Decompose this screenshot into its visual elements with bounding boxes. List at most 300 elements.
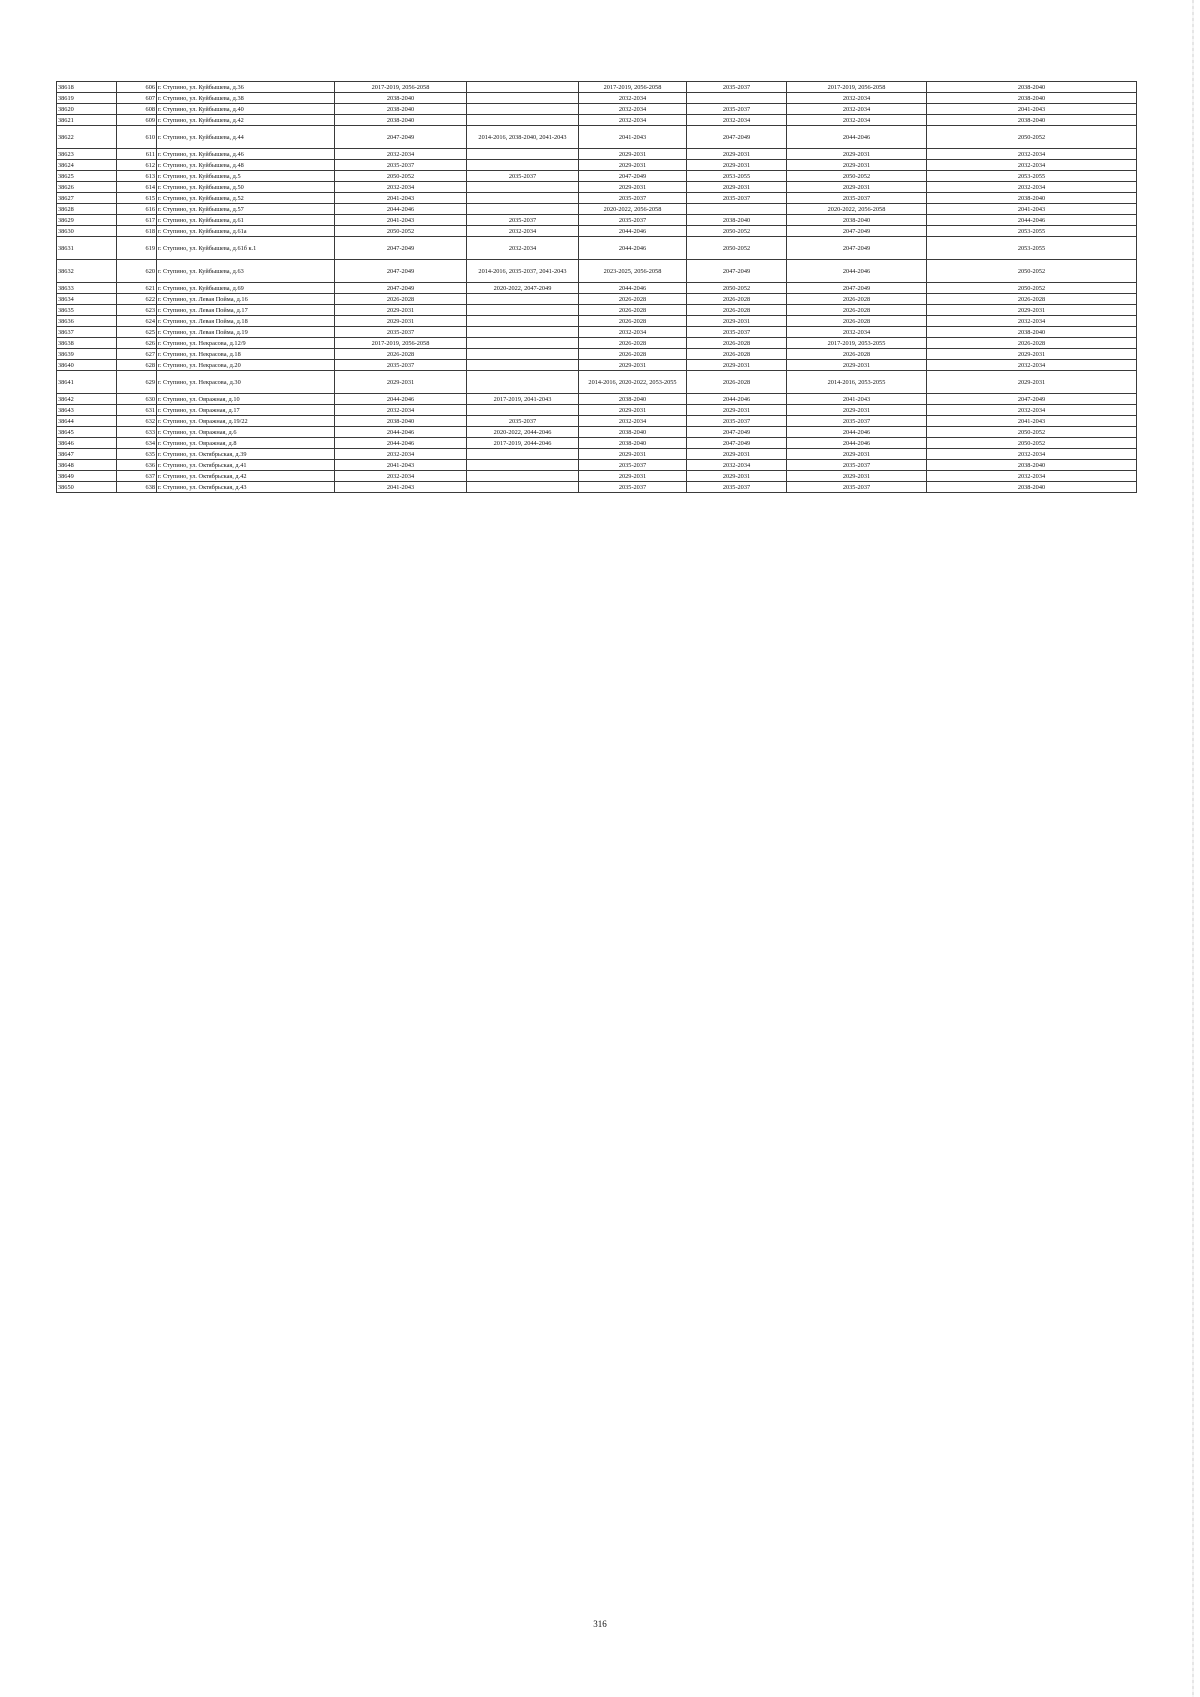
years-cell-1: 2038-2040 [335,104,467,115]
years-cell-5: 2026-2028 [787,305,927,316]
address-cell: г. Ступино, ул. Куйбышева, д.57 [157,204,335,215]
row-number-cell: 607 [117,93,157,104]
table-row [57,193,1137,204]
years-cell-5: 2026-2028 [787,294,927,305]
years-cell-6: 2026-2028 [927,294,1137,305]
years-cell-1: 2050-2052 [335,226,467,237]
address-cell: г. Ступино, ул. Левая Пойма, д.18 [157,316,335,327]
years-cell-6: 2050-2052 [927,260,1137,283]
years-cell-4: 2029-2031 [687,160,787,171]
years-cell-5: 2032-2034 [787,115,927,126]
years-cell-5: 2044-2046 [787,126,927,149]
address-cell: г. Ступино, ул. Куйбышева, д.44 [157,126,335,149]
years-cell-6: 2029-2031 [927,349,1137,360]
years-cell-4: 2047-2049 [687,438,787,449]
table-row [57,316,1137,327]
years-cell-1: 2029-2031 [335,305,467,316]
years-cell-6: 2038-2040 [927,115,1137,126]
years-cell-1: 2038-2040 [335,416,467,427]
years-cell-3: 2035-2037 [579,215,687,226]
row-number-cell: 613 [117,171,157,182]
years-cell-5: 2035-2037 [787,416,927,427]
row-id-cell: 38637 [57,327,117,338]
row-number-cell: 622 [117,294,157,305]
row-number-cell: 616 [117,204,157,215]
row-id-cell: 38647 [57,449,117,460]
table-row [57,283,1137,294]
years-cell-2 [467,193,579,204]
years-cell-6: 2032-2034 [927,160,1137,171]
years-cell-5: 2035-2037 [787,460,927,471]
address-cell: г. Ступино, ул. Октябрьская, д.42 [157,471,335,482]
row-number-cell: 615 [117,193,157,204]
years-cell-5: 2014-2016, 2053-2055 [787,371,927,394]
row-number-cell: 636 [117,460,157,471]
years-cell-6: 2050-2052 [927,283,1137,294]
address-cell: г. Ступино, ул. Левая Пойма, д.17 [157,305,335,316]
years-cell-6: 2026-2028 [927,338,1137,349]
table-row [57,237,1137,260]
years-cell-3: 2032-2034 [579,115,687,126]
years-cell-2: 2014-2016, 2035-2037, 2041-2043 [467,260,579,283]
years-cell-6: 2038-2040 [927,82,1137,93]
row-id-cell: 38626 [57,182,117,193]
years-cell-1: 2026-2028 [335,294,467,305]
years-cell-1: 2038-2040 [335,115,467,126]
table-row [57,438,1137,449]
years-cell-4: 2029-2031 [687,405,787,416]
table-row [57,82,1137,93]
years-cell-3: 2026-2028 [579,316,687,327]
address-cell: г. Ступино, ул. Октябрьская, д.39 [157,449,335,460]
years-cell-1: 2029-2031 [335,316,467,327]
years-cell-3: 2029-2031 [579,471,687,482]
years-cell-6: 2032-2034 [927,405,1137,416]
address-cell: г. Ступино, ул. Куйбышева, д.61а [157,226,335,237]
row-id-cell: 38622 [57,126,117,149]
years-cell-2 [467,93,579,104]
years-cell-3: 2020-2022, 2056-2058 [579,204,687,215]
table-row [57,449,1137,460]
years-cell-5: 2026-2028 [787,316,927,327]
address-cell: г. Ступино, ул. Куйбышева, д.38 [157,93,335,104]
table-row [57,394,1137,405]
years-cell-6: 2053-2055 [927,171,1137,182]
years-cell-5: 2044-2046 [787,438,927,449]
years-cell-4: 2050-2052 [687,226,787,237]
address-cell: г. Ступино, ул. Куйбышева, д.50 [157,182,335,193]
years-cell-4: 2038-2040 [687,215,787,226]
years-cell-4: 2035-2037 [687,327,787,338]
table-row [57,349,1137,360]
row-number-cell: 609 [117,115,157,126]
years-cell-4: 2026-2028 [687,338,787,349]
address-cell: г. Ступино, ул. Куйбышева, д.42 [157,115,335,126]
years-cell-1: 2050-2052 [335,171,467,182]
years-cell-5: 2029-2031 [787,182,927,193]
years-cell-3: 2044-2046 [579,283,687,294]
table-row [57,104,1137,115]
row-id-cell: 38619 [57,93,117,104]
years-cell-5: 2017-2019, 2053-2055 [787,338,927,349]
years-cell-4: 2035-2037 [687,82,787,93]
register-sheet [56,81,1136,493]
years-cell-6: 2050-2052 [927,427,1137,438]
years-cell-3: 2032-2034 [579,327,687,338]
years-cell-4: 2029-2031 [687,149,787,160]
years-cell-4: 2035-2037 [687,104,787,115]
years-cell-3: 2026-2028 [579,305,687,316]
row-number-cell: 634 [117,438,157,449]
table-row [57,427,1137,438]
years-cell-5: 2029-2031 [787,149,927,160]
years-cell-2: 2035-2037 [467,416,579,427]
years-cell-4: 2047-2049 [687,260,787,283]
years-cell-6: 2032-2034 [927,471,1137,482]
years-cell-3: 2029-2031 [579,149,687,160]
address-cell: г. Ступино, ул. Куйбышева, д.5 [157,171,335,182]
address-cell: г. Ступино, ул. Октябрьская, д.41 [157,460,335,471]
scan-edge-artifact [1192,0,1194,1697]
years-cell-6: 2047-2049 [927,394,1137,405]
years-cell-2 [467,327,579,338]
years-cell-2: 2017-2019, 2044-2046 [467,438,579,449]
address-cell: г. Ступино, ул. Куйбышева, д.46 [157,149,335,160]
row-id-cell: 38643 [57,405,117,416]
row-id-cell: 38648 [57,460,117,471]
years-cell-6: 2053-2055 [927,226,1137,237]
years-cell-3: 2029-2031 [579,449,687,460]
address-cell: г. Ступино, ул. Куйбышева, д.61 [157,215,335,226]
address-cell: г. Ступино, ул. Овражная, д.17 [157,405,335,416]
years-cell-4 [687,93,787,104]
years-cell-2: 2014-2016, 2038-2040, 2041-2043 [467,126,579,149]
years-cell-1: 2035-2037 [335,360,467,371]
years-cell-1: 2032-2034 [335,471,467,482]
years-cell-3: 2047-2049 [579,171,687,182]
years-cell-2 [467,360,579,371]
address-cell: г. Ступино, ул. Некрасова, д.20 [157,360,335,371]
years-cell-1: 2035-2037 [335,160,467,171]
years-cell-6: 2044-2046 [927,215,1137,226]
row-id-cell: 38631 [57,237,117,260]
address-cell: г. Ступино, ул. Некрасова, д.12/9 [157,338,335,349]
row-number-cell: 631 [117,405,157,416]
years-cell-4: 2026-2028 [687,371,787,394]
row-number-cell: 627 [117,349,157,360]
years-cell-5: 2029-2031 [787,405,927,416]
years-cell-5: 2029-2031 [787,471,927,482]
address-cell: г. Ступино, ул. Куйбышева, д.61б к.1 [157,237,335,260]
years-cell-2: 2020-2022, 2047-2049 [467,283,579,294]
years-cell-2: 2017-2019, 2041-2043 [467,394,579,405]
years-cell-4: 2035-2037 [687,482,787,493]
address-cell: г. Ступино, ул. Октябрьская, д.43 [157,482,335,493]
years-cell-3: 2026-2028 [579,338,687,349]
years-cell-2 [467,338,579,349]
table-row [57,482,1137,493]
row-id-cell: 38650 [57,482,117,493]
years-cell-2 [467,149,579,160]
address-cell: г. Ступино, ул. Овражная, д.6 [157,427,335,438]
table-row [57,171,1137,182]
years-cell-3: 2035-2037 [579,460,687,471]
years-cell-4: 2026-2028 [687,294,787,305]
years-cell-4: 2035-2037 [687,416,787,427]
years-cell-6: 2032-2034 [927,360,1137,371]
row-number-cell: 617 [117,215,157,226]
years-cell-4: 2029-2031 [687,449,787,460]
address-cell: г. Ступино, ул. Куйбышева, д.63 [157,260,335,283]
address-cell: г. Ступино, ул. Некрасова, д.30 [157,371,335,394]
years-cell-5: 2020-2022, 2056-2058 [787,204,927,215]
years-cell-6: 2041-2043 [927,416,1137,427]
row-id-cell: 38624 [57,160,117,171]
years-cell-6: 2029-2031 [927,305,1137,316]
years-cell-2 [467,294,579,305]
table-row [57,126,1137,149]
years-cell-4: 2053-2055 [687,171,787,182]
years-cell-4: 2029-2031 [687,316,787,327]
years-cell-5: 2029-2031 [787,160,927,171]
years-cell-1: 2044-2046 [335,427,467,438]
table-body [57,82,1137,493]
years-cell-3: 2029-2031 [579,360,687,371]
table-row [57,405,1137,416]
years-cell-1: 2017-2019, 2056-2058 [335,82,467,93]
years-cell-4: 2029-2031 [687,360,787,371]
years-cell-1: 2041-2043 [335,193,467,204]
years-cell-6: 2050-2052 [927,126,1137,149]
table-row [57,93,1137,104]
years-cell-4: 2026-2028 [687,349,787,360]
years-cell-5: 2044-2046 [787,260,927,283]
row-id-cell: 38633 [57,283,117,294]
years-cell-3: 2038-2040 [579,427,687,438]
row-number-cell: 638 [117,482,157,493]
years-cell-5: 2041-2043 [787,394,927,405]
years-cell-6: 2041-2043 [927,204,1137,215]
row-number-cell: 614 [117,182,157,193]
years-cell-4: 2026-2028 [687,305,787,316]
years-cell-6: 2032-2034 [927,449,1137,460]
row-number-cell: 608 [117,104,157,115]
years-cell-6: 2053-2055 [927,237,1137,260]
years-cell-3: 2017-2019, 2056-2058 [579,82,687,93]
years-cell-6: 2038-2040 [927,460,1137,471]
row-number-cell: 630 [117,394,157,405]
years-cell-4: 2050-2052 [687,283,787,294]
row-id-cell: 38623 [57,149,117,160]
years-cell-2: 2032-2034 [467,226,579,237]
table-row [57,360,1137,371]
years-cell-3: 2044-2046 [579,237,687,260]
years-cell-1: 2047-2049 [335,237,467,260]
years-cell-2 [467,349,579,360]
years-cell-4 [687,204,787,215]
table-row [57,338,1137,349]
years-cell-2 [467,305,579,316]
years-cell-1: 2044-2046 [335,438,467,449]
years-cell-4: 2047-2049 [687,427,787,438]
row-id-cell: 38625 [57,171,117,182]
years-cell-3: 2026-2028 [579,294,687,305]
table-row [57,149,1137,160]
years-cell-2 [467,160,579,171]
table-row [57,460,1137,471]
row-id-cell: 38632 [57,260,117,283]
years-cell-2: 2032-2034 [467,237,579,260]
years-cell-1: 2038-2040 [335,93,467,104]
years-cell-3: 2038-2040 [579,438,687,449]
address-cell: г. Ступино, ул. Левая Пойма, д.16 [157,294,335,305]
row-number-cell: 618 [117,226,157,237]
years-cell-1: 2032-2034 [335,182,467,193]
row-number-cell: 633 [117,427,157,438]
years-cell-3: 2044-2046 [579,226,687,237]
row-id-cell: 38649 [57,471,117,482]
years-cell-3: 2014-2016, 2020-2022, 2053-2055 [579,371,687,394]
row-id-cell: 38639 [57,349,117,360]
years-cell-1: 2041-2043 [335,482,467,493]
years-cell-3: 2035-2037 [579,193,687,204]
years-cell-2 [467,371,579,394]
years-cell-1: 2035-2037 [335,327,467,338]
years-cell-1: 2032-2034 [335,149,467,160]
row-number-cell: 623 [117,305,157,316]
years-cell-5: 2044-2046 [787,427,927,438]
years-cell-4: 2044-2046 [687,394,787,405]
years-cell-5: 2035-2037 [787,193,927,204]
years-cell-3: 2032-2034 [579,416,687,427]
address-cell: г. Ступино, ул. Куйбышева, д.69 [157,283,335,294]
years-cell-1: 2041-2043 [335,215,467,226]
row-id-cell: 38645 [57,427,117,438]
row-id-cell: 38627 [57,193,117,204]
row-number-cell: 632 [117,416,157,427]
years-cell-4: 2047-2049 [687,126,787,149]
years-cell-3: 2032-2034 [579,104,687,115]
years-cell-5: 2017-2019, 2056-2058 [787,82,927,93]
years-cell-6: 2038-2040 [927,93,1137,104]
table-row [57,226,1137,237]
row-id-cell: 38636 [57,316,117,327]
years-cell-1: 2044-2046 [335,204,467,215]
capital-repair-schedule-table [56,81,1137,493]
page-number: 316 [593,1619,607,1629]
years-cell-2 [467,316,579,327]
years-cell-5: 2029-2031 [787,360,927,371]
years-cell-6: 2032-2034 [927,149,1137,160]
row-number-cell: 637 [117,471,157,482]
years-cell-1: 2029-2031 [335,371,467,394]
years-cell-3: 2029-2031 [579,405,687,416]
table-row [57,471,1137,482]
address-cell: г. Ступино, ул. Овражная, д.8 [157,438,335,449]
row-number-cell: 624 [117,316,157,327]
years-cell-5: 2032-2034 [787,327,927,338]
table-row [57,371,1137,394]
years-cell-3: 2032-2034 [579,93,687,104]
years-cell-5: 2047-2049 [787,283,927,294]
address-cell: г. Ступино, ул. Куйбышева, д.40 [157,104,335,115]
row-number-cell: 606 [117,82,157,93]
years-cell-1: 2026-2028 [335,349,467,360]
years-cell-4: 2050-2052 [687,237,787,260]
address-cell: г. Ступино, ул. Куйбышева, д.36 [157,82,335,93]
table-row [57,115,1137,126]
row-number-cell: 612 [117,160,157,171]
years-cell-1: 2017-2019, 2056-2058 [335,338,467,349]
address-cell: г. Ступино, ул. Овражная, д.19/22 [157,416,335,427]
years-cell-3: 2029-2031 [579,182,687,193]
years-cell-1: 2041-2043 [335,460,467,471]
years-cell-2 [467,104,579,115]
years-cell-1: 2047-2049 [335,126,467,149]
row-id-cell: 38628 [57,204,117,215]
row-number-cell: 610 [117,126,157,149]
address-cell: г. Ступино, ул. Куйбышева, д.52 [157,193,335,204]
years-cell-2: 2035-2037 [467,171,579,182]
address-cell: г. Ступино, ул. Овражная, д.10 [157,394,335,405]
years-cell-2 [467,204,579,215]
table-row [57,294,1137,305]
row-id-cell: 38620 [57,104,117,115]
address-cell: г. Ступино, ул. Некрасова, д.18 [157,349,335,360]
years-cell-5: 2047-2049 [787,226,927,237]
years-cell-2: 2020-2022, 2044-2046 [467,427,579,438]
row-id-cell: 38634 [57,294,117,305]
row-number-cell: 621 [117,283,157,294]
table-row [57,327,1137,338]
row-id-cell: 38629 [57,215,117,226]
years-cell-3: 2035-2037 [579,482,687,493]
years-cell-1: 2044-2046 [335,394,467,405]
row-number-cell: 625 [117,327,157,338]
years-cell-2 [467,405,579,416]
years-cell-1: 2047-2049 [335,260,467,283]
years-cell-6: 2032-2034 [927,182,1137,193]
table-row [57,260,1137,283]
row-number-cell: 635 [117,449,157,460]
address-cell: г. Ступино, ул. Левая Пойма, д.19 [157,327,335,338]
years-cell-6: 2038-2040 [927,482,1137,493]
years-cell-6: 2050-2052 [927,438,1137,449]
years-cell-6: 2041-2043 [927,104,1137,115]
years-cell-5: 2032-2034 [787,104,927,115]
years-cell-1: 2032-2034 [335,405,467,416]
years-cell-2: 2035-2037 [467,215,579,226]
row-number-cell: 619 [117,237,157,260]
years-cell-2 [467,182,579,193]
years-cell-6: 2032-2034 [927,316,1137,327]
years-cell-2 [467,115,579,126]
years-cell-5: 2050-2052 [787,171,927,182]
row-id-cell: 38640 [57,360,117,371]
row-number-cell: 628 [117,360,157,371]
years-cell-3: 2038-2040 [579,394,687,405]
row-id-cell: 38646 [57,438,117,449]
years-cell-4: 2035-2037 [687,193,787,204]
table-row [57,204,1137,215]
row-id-cell: 38621 [57,115,117,126]
years-cell-2 [467,449,579,460]
years-cell-1: 2047-2049 [335,283,467,294]
row-id-cell: 38618 [57,82,117,93]
row-id-cell: 38635 [57,305,117,316]
row-number-cell: 629 [117,371,157,394]
years-cell-2 [467,82,579,93]
